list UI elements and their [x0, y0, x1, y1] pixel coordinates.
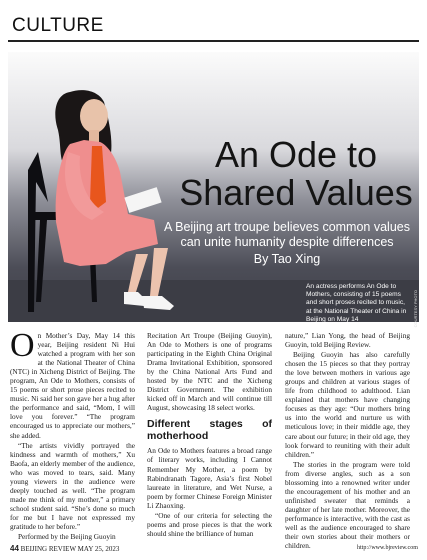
page-number: 44: [10, 544, 19, 553]
paragraph: The stories in the program were told from diverse angles, such as a son blossoming into a renowned writer under the encouragement of his mother and an unfinished sweater that reminds a daughter of her late mother. Moreover, the performance is interactive, with the cast as well as the audience encouraged to share their own stories about their mothers or children.: [285, 459, 410, 551]
paragraph: Performed by the Beijing Guoyin: [18, 532, 116, 542]
section-label: CULTURE: [12, 15, 104, 36]
paragraph: “The artists vividly portrayed the kindness and warmth of mothers,” Xu Baofa, an elderly member of the audience, who was moved to tears, said. Many young viewers in the audience were deeply touched as well. “The program made me think of my mother,” a primary school student said. “She’s done so much for me but I have not expressed my gratitude to her before.”: [10, 440, 135, 531]
byline: By Tao Xing: [253, 252, 321, 266]
paragraph: An Ode to Mothers features a broad range of literary works, including I Cannot Remember My Mother, a poem by Rabindranath Tagore, Asia’s first Nobel laureate in literature, and Wet Nurse, a poem by former Chinese Foreign Minister Li Zhaoxing.: [147, 446, 272, 510]
paragraph: [10, 327, 135, 440]
article-column-3: [285, 331, 410, 551]
website-url: http://www.bjreview.com: [357, 545, 418, 551]
paragraph: “One of our criteria for selecting the poems and prose pieces is that the work should shine the brilliance of human: [147, 510, 272, 538]
page-footer-left: [10, 544, 119, 553]
headline-line-2: Shared Values: [179, 172, 413, 213]
article-headline: [176, 136, 416, 212]
paragraph-text: n Mother’s Day, May 14 this year, Beijing resident Ni Hui watched a program with her son at the National Theater of China (NTC) in Xicheng District of Beijing. The program, An Ode to Mothers, consists of 15 poems or short prose pieces recited to music. Ni said her son gave her a hug after the performance and said, “Mom, I will love you forever.” “The program encouraged us to appreciate our mothers,” she added.: [10, 331, 135, 440]
paragraph: nature,” Lian Yong, the head of Beijing Guoyin, told Beijing Review.: [285, 331, 410, 350]
article-column-2: [147, 331, 272, 539]
photo-caption: An actress performs An Ode to Mothers, consisting of 15 poems and short proses recited to music, at the National Theater of China in Beijing on May 14: [306, 283, 407, 323]
issue-label: BEIJING REVIEW MAY 25, 2023: [20, 545, 120, 553]
paragraph: Recitation Art Troupe (Beijing Guoyin), An Ode to Mothers is one of programs participating in the Eighth China Original Drama Invitational Exhibition, sponsored by the China National Arts Fund and hosted by the NTC and the Xicheng District Government. The exhibition kicked off in March and will continue till August, showcasing 18 select works.: [147, 331, 272, 413]
drop-cap: O: [10, 327, 35, 364]
article-subtitle: A Beijing art troupe believes common values can unite humanity despite differences: [164, 220, 410, 249]
headline-line-1: An Ode to: [214, 134, 378, 175]
paragraph: Beijing Guoyin has also carefully chosen the 15 pieces so that they portray the love between mothers in various age groups and children at various stages of life from childhood to adulthood. Lian explained that mothers have changing focuses as they age: “Our mothers bring us into the world and nurture us with meticulous love; in their middle age, they care about our future; in their old age, they look forward to reuniting with their adult children.”: [285, 350, 411, 459]
article-column-1: [10, 327, 135, 542]
subheading: Different stages of motherhood: [147, 418, 272, 443]
photo-credit: COURTESY PHOTO: [413, 290, 418, 328]
section-divider: [8, 40, 419, 42]
